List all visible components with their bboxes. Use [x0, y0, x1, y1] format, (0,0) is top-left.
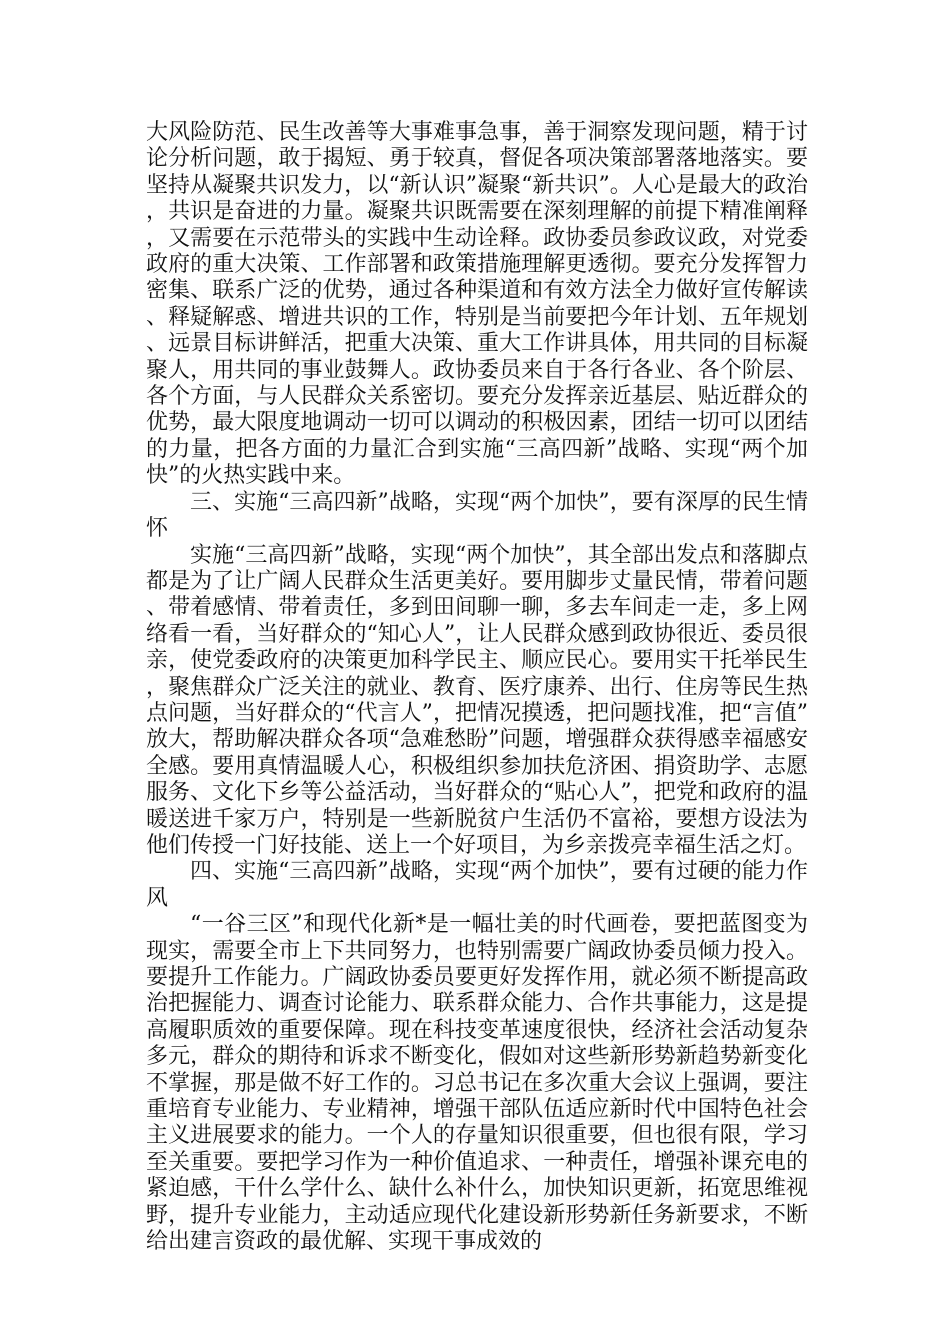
paragraph-continuation: 大风险防范、民生改善等大事难事急事，善于洞察发现问题，精于讨论分析问题，敢于揭短、勇于较真，督促各项决策部署落地落实。要坚持从凝聚共识发力，以“新认识”凝聚“新共识”。人心是最大的政治，共识是奋进的力量。凝聚共识既需要在深刻理解的前提下精准阐释，又需要在示范带头的实践中生动诠释。政协委员参政议政，对党委政府的重大决策、工作部署和政策措施理解更透彻。要充分发挥智力密集、联系广泛的优势，通过各种渠道和有效方法全力做好宣传解读、释疑解惑、增进共识的工作，特别是当前要把今年计划、五年规划、远景目标讲鲜活，把重大决策、重大工作讲具体，用共同的目标凝聚人，用共同的事业鼓舞人。政协委员来自于各行各业、各个阶层、各个方面，与人民群众关系密切。要充分发挥亲近基层、贴近群众的优势，最大限度地调动一切可以调动的积极因素，团结一切可以团结的力量，把各方面的力量汇合到实施“三高四新”战略、实现“两个加快”的火热实践中来。	[146, 120, 808, 489]
section-heading-3: 三、实施“三高四新”战略，实现“两个加快”，要有深厚的民生情怀	[146, 489, 808, 542]
section-heading-4: 四、实施“三高四新”战略，实现“两个加快”，要有过硬的能力作风	[146, 859, 808, 911]
paragraph-capability: “一谷三区”和现代化新*是一幅壮美的时代画卷，要把蓝图变为现实，需要全市上下共同努力，也特别需要广阔政协委员倾力投入。要提升工作能力。广阔政协委员要更好发挥作用，就必须不断提高政治把握能力、调查讨论能力、联系群众能力、合作共事能力，这是提高履职质效的重要保障。现在科技变革速度很快，经济社会活动复杂多元，群众的期待和诉求不断变化，假如对这些新形势新趋势新变化不掌握，那是做不好工作的。习总书记在多次重大会议上强调，要注重培育专业能力、专业精神，增强干部队伍适应新时代中国特色社会主义进展要求的能力。一个人的存量知识很重要，但也很有限，学习至关重要。要把学习作为一种价值追求、一种责任，增强补课充电的紧迫感，干什么学什么、缺什么补什么，加快知识更新，拓宽思维视野，提升专业能力，主动适应现代化建设新形势新任务新要求，不断给出建言资政的最优解、实现干事成效的	[146, 912, 808, 1255]
paragraph-livelihood: 实施“三高四新”战略，实现“两个加快”，其全部出发点和落脚点都是为了让广阔人民群众生活更美好。要用脚步丈量民情，带着问题、带着感情、带着责任，多到田间聊一聊，多去车间走一走，多上网络看一看，当好群众的“知心人”，让人民群众感到政协很近、委员很亲，使党委政府的决策更加科学民主、顺应民心。要用实干托举民生，聚焦群众广泛关注的就业、教育、医疗康养、出行、住房等民生热点问题，当好群众的“代言人”，把情况摸透，把问题找准，把“言值”放大，帮助解决群众各项“急难愁盼”问题，增强群众获得感幸福感安全感。要用真情温暖人心，积极组织参加扶危济困、捐资助学、志愿服务、文化下乡等公益活动，当好群众的“贴心人”，把党和政府的温暖送进千家万户，特别是一些新脱贫户生活仍不富裕，要想方设法为他们传授一门好技能、送上一个好项目，为乡亲拨亮幸福生活之灯。	[146, 542, 808, 858]
document-page	[146, 120, 808, 1255]
